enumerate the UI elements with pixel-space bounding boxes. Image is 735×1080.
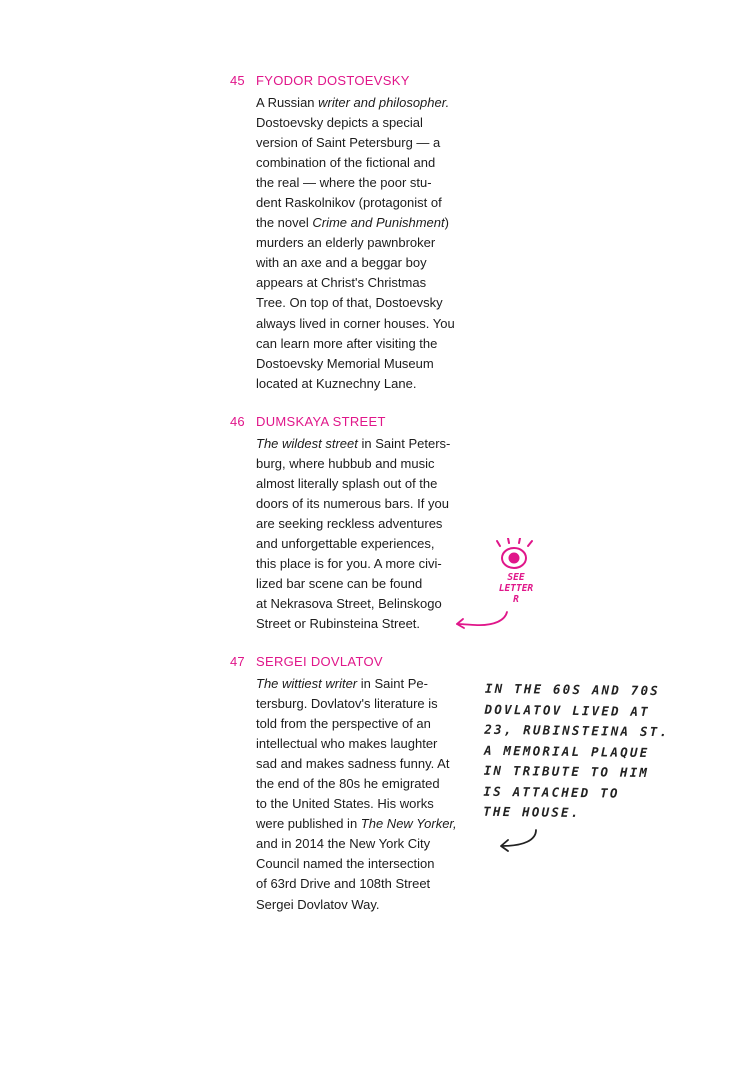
text-span: combination of the fictional and <box>256 155 436 171</box>
entry-number: 45 <box>230 73 245 88</box>
text-span: intellectual who makes laughter <box>256 736 438 752</box>
entry-header <box>230 414 475 434</box>
body-line <box>256 474 471 494</box>
text-span: and unforgettable experiences, <box>256 536 435 552</box>
body-line <box>256 273 471 293</box>
text-span: dent Raskolnikov (protagonist of <box>256 195 442 211</box>
text-span: are seeking reckless adventures <box>256 516 443 532</box>
handwritten-line: A MEMORIAL PLAQUE <box>483 742 650 760</box>
eye-doodle-icon <box>490 538 540 574</box>
italic-text: The New Yorker, <box>360 816 457 832</box>
entry-body <box>256 93 471 394</box>
body-line <box>256 874 471 894</box>
body-line <box>256 193 471 213</box>
italic-text: Crime and Punishment <box>312 215 445 231</box>
text-span: lized bar scene can be found <box>256 576 423 592</box>
body-line <box>256 674 471 694</box>
text-span: the real — where the poor stu- <box>256 175 432 191</box>
text-span: located at Kuznechny Lane. <box>256 375 417 391</box>
body-line <box>256 834 471 854</box>
body-line <box>256 233 471 253</box>
text-span: this place is for you. A more civi- <box>256 556 442 572</box>
text-span: in Saint Pe- <box>357 676 428 691</box>
text-span: of 63rd Drive and 108th Street <box>256 876 431 892</box>
italic-text: writer and philosopher. <box>318 95 450 110</box>
text-span: Dostoevsky Memorial Museum <box>256 355 434 371</box>
body-line <box>256 454 471 474</box>
entry-body <box>256 674 471 915</box>
text-span: appears at Christ's Christmas <box>256 275 427 291</box>
body-line <box>256 314 471 334</box>
body-line <box>256 714 471 734</box>
handwritten-line: IS ATTACHED TO <box>483 783 620 801</box>
handwritten-line: THE HOUSE. <box>483 803 581 821</box>
text-span: A Russian <box>256 95 319 110</box>
text-span: murders an elderly pawnbroker <box>256 235 436 251</box>
handwritten-line: IN THE 60S AND 70S <box>484 680 661 699</box>
entry-body <box>256 434 471 634</box>
text-span: in Saint Peters- <box>357 436 451 451</box>
entry-header <box>230 654 475 674</box>
text-span: always lived in corner houses. You <box>256 315 455 331</box>
body-line <box>256 814 471 834</box>
text-span: sad and makes sadness funny. At <box>256 756 450 772</box>
text-span: Dostoevsky depicts a special <box>256 115 423 131</box>
entry-title: DUMSKAYA STREET <box>256 414 386 429</box>
text-span: at Nekrasova Street, Belinskogo <box>256 596 442 612</box>
entry-46 <box>230 414 475 634</box>
handwritten-line: 23, RUBINSTEINA ST. <box>484 721 670 740</box>
text-span: and in 2014 the New York City <box>256 836 431 852</box>
text-span: Street or Rubinsteina Street. <box>256 616 421 632</box>
body-line <box>256 895 471 915</box>
body-line <box>256 334 471 354</box>
entry-number: 46 <box>230 414 245 429</box>
entry-title: FYODOR DOSTOEVSKY <box>256 73 410 88</box>
body-line <box>256 594 471 614</box>
body-line <box>256 494 471 514</box>
body-line <box>256 694 471 714</box>
text-span: Council named the intersection <box>256 856 435 872</box>
body-line <box>256 354 471 374</box>
text-span: to the United States. His works <box>256 796 434 812</box>
text-span: doors of its numerous bars. If you <box>256 496 449 512</box>
body-line <box>256 854 471 874</box>
body-line <box>256 213 471 233</box>
text-span: can learn more after visiting the <box>256 335 438 351</box>
text-span: the novel <box>256 215 313 231</box>
body-line <box>256 794 471 814</box>
text-span: Tree. On top of that, Dostoevsky <box>256 295 443 311</box>
entry-title: SERGEI DOVLATOV <box>256 654 383 669</box>
pink-arrow-icon <box>455 610 515 634</box>
text-span: ) <box>444 215 449 231</box>
text-span: with an axe and a beggar boy <box>256 255 427 271</box>
handwritten-line: DOVLATOV LIVED AT <box>484 701 651 719</box>
text-span: burg, where hubbub and music <box>256 456 435 472</box>
black-arrow-icon <box>498 828 542 854</box>
body-line <box>256 434 471 454</box>
text-span: the end of the 80s he emigrated <box>256 776 440 792</box>
entry-45 <box>230 73 475 394</box>
entry-number: 47 <box>230 654 245 669</box>
body-line <box>256 173 471 193</box>
see-note-line: SEE <box>507 572 525 583</box>
text-span: version of Saint Petersburg — a <box>256 135 441 151</box>
text-span: were published in <box>256 816 361 832</box>
see-note-line: R <box>513 594 519 605</box>
body-line <box>256 574 471 594</box>
body-line <box>256 754 471 774</box>
see-note-line: LETTER <box>498 583 534 594</box>
text-span: almost literally splash out of the <box>256 476 438 492</box>
text-span: tersburg. Dovlatov's literature is <box>256 696 438 712</box>
body-line <box>256 253 471 273</box>
body-line <box>256 293 471 313</box>
body-line <box>256 774 471 794</box>
body-line <box>256 514 471 534</box>
text-span: told from the perspective of an <box>256 716 431 732</box>
body-line <box>256 153 471 173</box>
body-line <box>256 534 471 554</box>
body-line <box>256 374 471 394</box>
body-line <box>256 614 471 634</box>
entry-header <box>230 73 475 93</box>
handwritten-note <box>483 681 670 827</box>
body-line <box>256 93 471 113</box>
body-line <box>256 734 471 754</box>
body-line <box>256 113 471 133</box>
handwritten-line: IN TRIBUTE TO HIM <box>483 762 650 781</box>
italic-text: The wildest street <box>256 436 358 451</box>
body-line <box>256 133 471 153</box>
italic-text: The wittiest writer <box>256 676 358 691</box>
see-letter-note <box>488 572 544 605</box>
entry-47 <box>230 654 475 915</box>
body-line <box>256 554 471 574</box>
text-span: Sergei Dovlatov Way. <box>256 896 380 912</box>
